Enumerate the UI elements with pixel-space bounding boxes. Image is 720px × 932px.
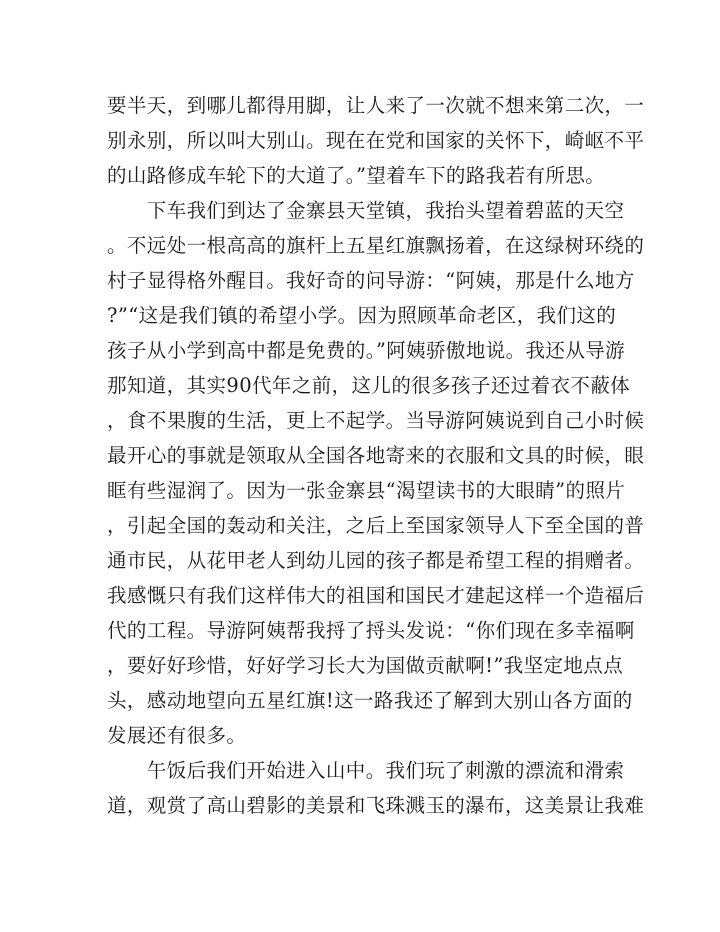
text-line: 的山路修成车轮下的大道了。”望着车下的路我若有所思。 xyxy=(107,164,606,187)
article-body xyxy=(107,88,645,823)
text-line: 要半天，到哪儿都得用脚，让人来了一次就不想来第二次，一 xyxy=(107,94,645,117)
text-line: 最开心的事就是领取从全国各地寄来的衣服和文具的时候，眼 xyxy=(107,444,645,467)
text-line: 道，观赏了高山碧影的美景和飞珠溅玉的瀑布，这美景让我难 xyxy=(107,794,645,817)
text-line: 通市民，从花甲老人到幼儿园的孩子都是希望工程的捐赠者。 xyxy=(107,549,645,572)
text-line: 眶有些湿润了。因为一张金寨县“渴望读书的大眼睛”的照片 xyxy=(107,479,626,502)
text-line: 那知道，其实90代年之前，这儿的很多孩子还过着衣不蔽体 xyxy=(107,374,631,397)
text-line: 别永别，所以叫大别山。现在在党和国家的关怀下，崎岖不平 xyxy=(107,129,645,152)
text-line: 村子显得格外醒目。我好奇的问导游：“阿姨，那是什么地方 xyxy=(107,269,635,292)
text-line: ，食不果腹的生活，更上不起学。当导游阿姨说到自己小时候 xyxy=(107,409,645,432)
text-line: 头，感动地望向五星红旗!这一路我还了解到大别山各方面的 xyxy=(107,689,633,712)
paragraph-start-line: 下车我们到达了金寨县天堂镇，我抬头望着碧蓝的天空 xyxy=(107,199,625,222)
paragraph-start-line: 午饭后我们开始进入山中。我们玩了刺激的漂流和滑索 xyxy=(107,759,625,782)
text-line: 孩子从小学到高中都是免费的。”阿姨骄傲地说。我还从导游 xyxy=(107,339,626,362)
text-line: ，引起全国的轰动和关注，之后上至国家领导人下至全国的普 xyxy=(107,514,645,537)
text-line: 发展还有很多。 xyxy=(107,724,247,747)
text-line: 代的工程。导游阿姨帮我捋了捋头发说：“你们现在多幸福啊 xyxy=(107,619,635,642)
text-line: 我感慨只有我们这样伟大的祖国和国民才建起这样一个造福后 xyxy=(107,584,645,607)
text-line: 。不远处一根高高的旗杆上五星红旗飘扬着，在这绿树环绕的 xyxy=(107,234,645,257)
text-line: ?”“这是我们镇的希望小学。因为照顾革命老区，我们这的 xyxy=(107,304,617,327)
text-line: ，要好好珍惜，好好学习长大为国做贡献啊!”我坚定地点点 xyxy=(107,654,624,677)
